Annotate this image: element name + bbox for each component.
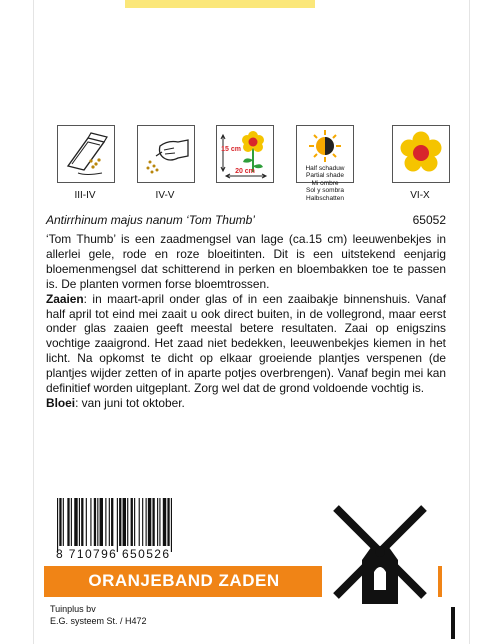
barcode-bar bbox=[152, 498, 154, 546]
barcode-bar bbox=[71, 498, 72, 546]
product-code: 65052 bbox=[412, 213, 446, 227]
barcode-bar bbox=[157, 498, 158, 546]
barcode-bar bbox=[100, 498, 103, 546]
bloom-heading: Bloei bbox=[46, 395, 76, 410]
spacing-height-label: 15 cm bbox=[221, 146, 241, 153]
sowing-text: : in maart-april onder glas of in een zaaibakje binnenshuis. Vanaf half april tot eind mei zaait u ook direct buiten, in de vollegrond, maar eerst onder glas zaaien geeft meestal betere resultaten. Zaai op enigszins vochtige zaaigrond. Het zaad niet bedekken, leeuwenbekjes kiemen in het licht. Na opkomst te dicht op elkaar groeiende plantjes verspenen (de plantjes wijder zetten of in aparte potjes overbrengen). Vanaf begin mei kan definitief worden uitgeplant. Zorg wel dat de grond voldoende vochtig is. bbox=[46, 291, 446, 396]
bloom-paragraph bbox=[46, 396, 446, 411]
sowing-heading: Zaaien bbox=[46, 291, 84, 306]
footer bbox=[50, 604, 147, 627]
barcode-bar bbox=[123, 498, 126, 546]
barcode-bar bbox=[81, 498, 83, 546]
barcode-bar bbox=[86, 498, 87, 546]
barcode-bar bbox=[148, 498, 151, 546]
barcode-bar bbox=[163, 498, 166, 546]
intro-paragraph: ‘Tom Thumb’ is een zaadmengsel van lage (ca.15 cm) leeuwenbekjes in allerlei gele, rode en roze bloeitinten. Dit is een uitstekend eenjarig bloemenmengsel dat schitterend in perken en bloembakken toe te passen is. De planten vormen forse bloemtrossen. bbox=[46, 232, 446, 291]
plant-spacing-icon bbox=[216, 125, 274, 183]
barcode-bar bbox=[131, 498, 133, 546]
edge-marker bbox=[451, 607, 455, 639]
flowering-months: VI-X bbox=[410, 190, 430, 201]
spacing-width-label: 20 cm bbox=[235, 168, 255, 175]
bloom-text: : van juni tot oktober. bbox=[75, 395, 185, 410]
barcode-bar bbox=[167, 498, 169, 546]
barcode-bar bbox=[146, 498, 147, 546]
latin-name: Antirrhinum majus nanum ‘Tom Thumb’ bbox=[46, 213, 255, 227]
barcode-bar bbox=[105, 498, 106, 546]
barcode-bar bbox=[159, 498, 160, 546]
barcode-bar bbox=[142, 498, 143, 546]
top-color-strip bbox=[125, 0, 315, 8]
footer-company: Tuinplus bv bbox=[50, 604, 96, 614]
barcode-bar bbox=[139, 498, 140, 546]
barcode-bar bbox=[79, 498, 80, 546]
barcode-bar bbox=[67, 498, 69, 546]
sowing-outdoor-icon bbox=[137, 125, 195, 183]
barcode-bar bbox=[171, 498, 172, 552]
sowing-outdoor-months: IV-V bbox=[155, 190, 175, 201]
sowing-indoor-icon bbox=[57, 125, 115, 183]
barcode-bar bbox=[117, 498, 118, 552]
footer-address: E.G. systeem St. / H472 bbox=[50, 615, 147, 626]
cultivation-icons bbox=[57, 125, 448, 207]
partial-shade-icon bbox=[296, 125, 354, 202]
barcode-bar bbox=[63, 498, 64, 546]
product-title-row bbox=[46, 213, 446, 229]
barcode-bar bbox=[111, 498, 113, 546]
windmill-logo bbox=[320, 500, 440, 610]
sowing-indoor-months: III-IV bbox=[74, 190, 96, 201]
barcode-bar bbox=[127, 498, 128, 546]
barcode-bar bbox=[59, 498, 61, 546]
sowing-paragraph bbox=[46, 292, 446, 396]
brand-name: ORANJEBAND ZADEN bbox=[88, 571, 280, 590]
barcode-bar bbox=[134, 498, 135, 546]
barcode-bar bbox=[97, 498, 98, 546]
description bbox=[46, 232, 446, 411]
barcode-bar bbox=[94, 498, 96, 546]
barcode-bar bbox=[109, 498, 110, 546]
barcode-digits: 8 710796 650526 bbox=[56, 547, 171, 561]
barcode bbox=[55, 498, 241, 552]
flowering-icon bbox=[392, 125, 450, 183]
barcode-bar bbox=[90, 498, 91, 546]
barcode-bar bbox=[74, 498, 77, 546]
barcode-bar bbox=[57, 498, 58, 552]
partial-shade-caption: Half schaduw Partial shade Mi ombre Sol y sombra Halbschatten bbox=[305, 165, 345, 202]
barcode-bar bbox=[119, 498, 121, 546]
